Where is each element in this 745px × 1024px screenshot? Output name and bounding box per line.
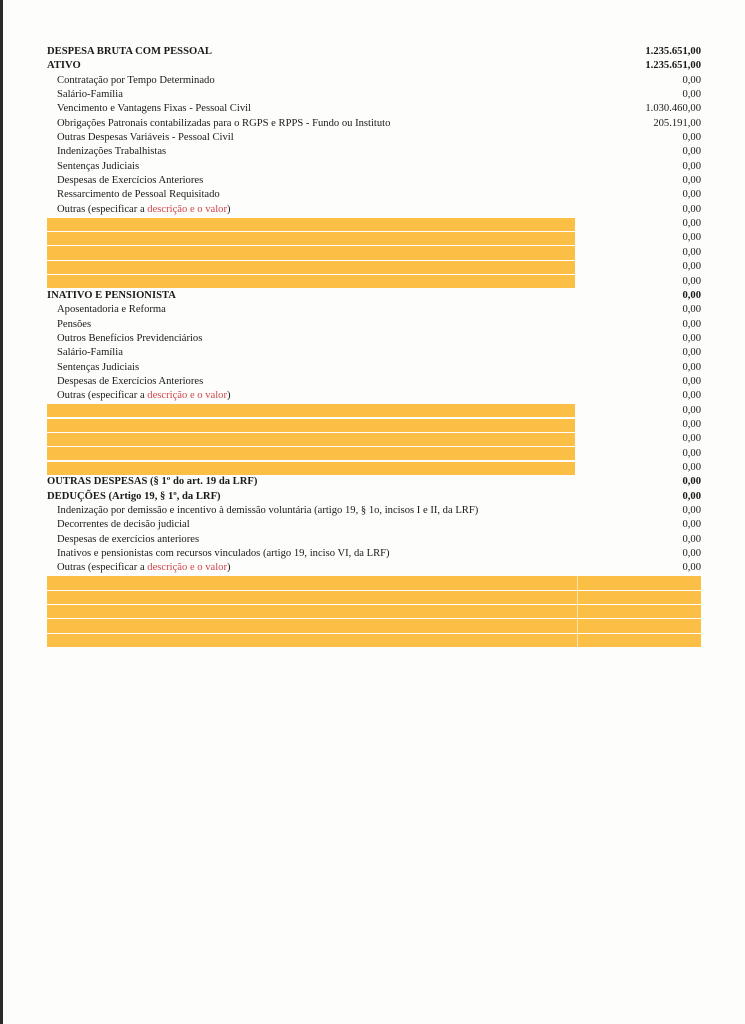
highlight-fill: [47, 261, 575, 274]
highlighted-blank-row: [47, 461, 701, 475]
row-label: Sentenças Judiciais: [57, 361, 140, 373]
highlighted-blank-row: [47, 275, 701, 289]
outras-prefix: Outras (especificar a: [57, 562, 148, 574]
outras-hint: descrição e o valor: [147, 203, 228, 215]
outras-hint: descrição e o valor: [147, 562, 228, 574]
highlighted-blank-row: [47, 246, 701, 260]
table-row: [47, 188, 701, 202]
section-deducoes-header: [47, 490, 701, 504]
table-row: [47, 117, 701, 131]
highlight-fill: [47, 404, 575, 417]
row-label: Outros Benefícios Previdenciários: [57, 332, 203, 344]
row-value: 0,00: [682, 304, 701, 316]
highlight-fill: [47, 619, 701, 632]
row-value: 0,00: [682, 418, 701, 430]
table-row: [47, 518, 701, 532]
row-value: 0,00: [682, 132, 701, 144]
table-row: [47, 102, 701, 116]
row-value: 0,00: [682, 74, 701, 86]
expense-table: [47, 45, 701, 647]
table-row: [47, 547, 701, 561]
row-label: Contratação por Tempo Determinado: [57, 74, 215, 86]
ativo-items: [47, 74, 701, 289]
highlight-fill: [47, 576, 701, 589]
row-label: Obrigações Patronais contabilizadas para o RGPS e RPPS - Fundo ou Instituto: [57, 117, 391, 129]
row-value: 0,00: [682, 548, 701, 560]
row-value: 0,00: [682, 232, 701, 244]
highlight-fill: [47, 246, 575, 259]
row-label: Ressarcimento de Pessoal Requisitado: [57, 189, 220, 201]
table-row: [47, 375, 701, 389]
row-value: 1.030.460,00: [645, 103, 701, 115]
outras-prefix: Outras (especificar a: [57, 203, 148, 215]
table-row: [47, 361, 701, 375]
row-value: 0,00: [682, 533, 701, 545]
row-value: 0,00: [682, 404, 701, 416]
highlighted-blank-row: [47, 604, 701, 618]
row-label: Aposentadoria e Reforma: [57, 304, 166, 316]
row-label: [57, 561, 231, 575]
row-value: 0,00: [682, 433, 701, 445]
row-value: 0,00: [682, 476, 701, 488]
section-label: ATIVO: [47, 60, 81, 72]
table-row: [47, 303, 701, 317]
row-value: 0,00: [682, 175, 701, 187]
table-row: [47, 504, 701, 518]
section-value: 1.235.651,00: [645, 60, 701, 72]
table-row: [47, 131, 701, 145]
table-row: [47, 174, 701, 188]
row-label: Despesas de Exercícios Anteriores: [57, 375, 204, 387]
highlighted-blank-row: [47, 404, 701, 418]
outras-suffix: ): [227, 390, 231, 402]
row-value: 0,00: [682, 505, 701, 516]
table-row: [47, 332, 701, 346]
deducoes-items: [47, 504, 701, 647]
highlighted-blank-row: [47, 447, 701, 461]
row-value: 205.191,00: [653, 117, 701, 129]
outras-hint: descrição e o valor: [147, 390, 228, 402]
row-value: 0,00: [682, 562, 701, 574]
table-row: [47, 160, 701, 174]
row-label: OUTRAS DESPESAS (§ 1º do art. 19 da LRF): [47, 476, 258, 488]
outras-row: [47, 203, 701, 217]
row-label: Indenizações Trabalhistas: [57, 146, 167, 158]
highlight-fill: [47, 605, 701, 618]
row-label: Indenização por demissão e incentivo à demissão voluntária (artigo 19, § 1o, incisos I e II, da LRF): [57, 505, 479, 516]
highlight-fill: [47, 419, 575, 432]
row-value: 0,00: [682, 519, 701, 531]
table-row: [47, 318, 701, 332]
row-value: 0,00: [682, 189, 701, 201]
row-value: 0,00: [682, 332, 701, 344]
row-value: 0,00: [682, 361, 701, 373]
inativo-items: [47, 303, 701, 475]
table-row: [47, 346, 701, 360]
column-divider: [577, 604, 578, 618]
table-row: [47, 88, 701, 102]
highlighted-blank-row: [47, 619, 701, 633]
table-row: [47, 533, 701, 547]
scan-edge: [0, 0, 3, 1024]
row-value: 0,00: [682, 447, 701, 459]
highlighted-blank-row: [47, 576, 701, 590]
row-label: Outras Despesas Variáveis - Pessoal Civil: [57, 132, 234, 144]
row-value: 0,00: [682, 160, 701, 172]
highlighted-blank-row: [47, 590, 701, 604]
row-label: Sentenças Judiciais: [57, 160, 140, 172]
row-value: 0,00: [682, 146, 701, 158]
highlighted-blank-row: [47, 217, 701, 231]
highlight-fill: [47, 218, 575, 231]
row-value: 0,00: [682, 275, 701, 287]
highlight-fill: [47, 433, 575, 446]
row-label: DESPESA BRUTA COM PESSOAL: [47, 46, 212, 57]
highlight-fill: [47, 232, 575, 245]
highlighted-blank-row: [47, 231, 701, 245]
row-label: [57, 203, 231, 217]
outras-suffix: ): [227, 203, 231, 215]
section-value: 0,00: [682, 289, 701, 301]
row-outras-despesas: [47, 475, 701, 489]
section-label: INATIVO E PENSIONISTA: [47, 289, 176, 301]
row-value: 0,00: [682, 89, 701, 101]
column-divider: [577, 590, 578, 604]
row-value: 0,00: [682, 203, 701, 215]
row-value: 0,00: [682, 375, 701, 387]
section-label: DEDUÇÕES (Artigo 19, § 1º, da LRF): [47, 490, 221, 502]
row-value: 0,00: [682, 218, 701, 230]
column-divider: [577, 576, 578, 590]
row-gross-total: [47, 45, 701, 59]
column-divider: [577, 619, 578, 633]
column-divider: [577, 633, 578, 647]
outras-row: [47, 389, 701, 403]
row-label: [57, 389, 231, 403]
highlighted-blank-row: [47, 633, 701, 647]
section-value: 0,00: [682, 490, 701, 502]
highlight-fill: [47, 462, 575, 475]
highlighted-blank-row: [47, 432, 701, 446]
row-value: 0,00: [682, 246, 701, 258]
highlighted-blank-row: [47, 418, 701, 432]
row-label: Vencimento e Vantagens Fixas - Pessoal Civil: [57, 103, 251, 115]
row-value: 1.235.651,00: [645, 46, 701, 57]
row-label: Pensões: [57, 318, 92, 330]
row-value: 0,00: [682, 318, 701, 330]
highlight-fill: [47, 634, 701, 647]
row-value: 0,00: [682, 347, 701, 359]
row-value: 0,00: [682, 461, 701, 473]
outras-prefix: Outras (especificar a: [57, 390, 148, 402]
highlight-fill: [47, 447, 575, 460]
highlight-fill: [47, 275, 575, 288]
table-row: [47, 145, 701, 159]
row-value: 0,00: [682, 261, 701, 273]
row-label: Salário-Família: [57, 89, 123, 101]
row-label: Decorrentes de decisão judicial: [57, 519, 190, 531]
row-label: Inativos e pensionistas com recursos vinculados (artigo 19, inciso VI, da LRF): [57, 548, 390, 560]
outras-suffix: ): [227, 562, 231, 574]
row-label: Despesas de exercícios anteriores: [57, 533, 200, 545]
row-label: Despesas de Exercícios Anteriores: [57, 175, 204, 187]
row-label: Salário-Família: [57, 347, 123, 359]
highlighted-blank-row: [47, 260, 701, 274]
table-row: [47, 74, 701, 88]
section-ativo-header: [47, 59, 701, 73]
section-inativo-header: [47, 289, 701, 303]
row-value: 0,00: [682, 390, 701, 402]
outras-row: [47, 561, 701, 575]
highlight-fill: [47, 591, 701, 604]
